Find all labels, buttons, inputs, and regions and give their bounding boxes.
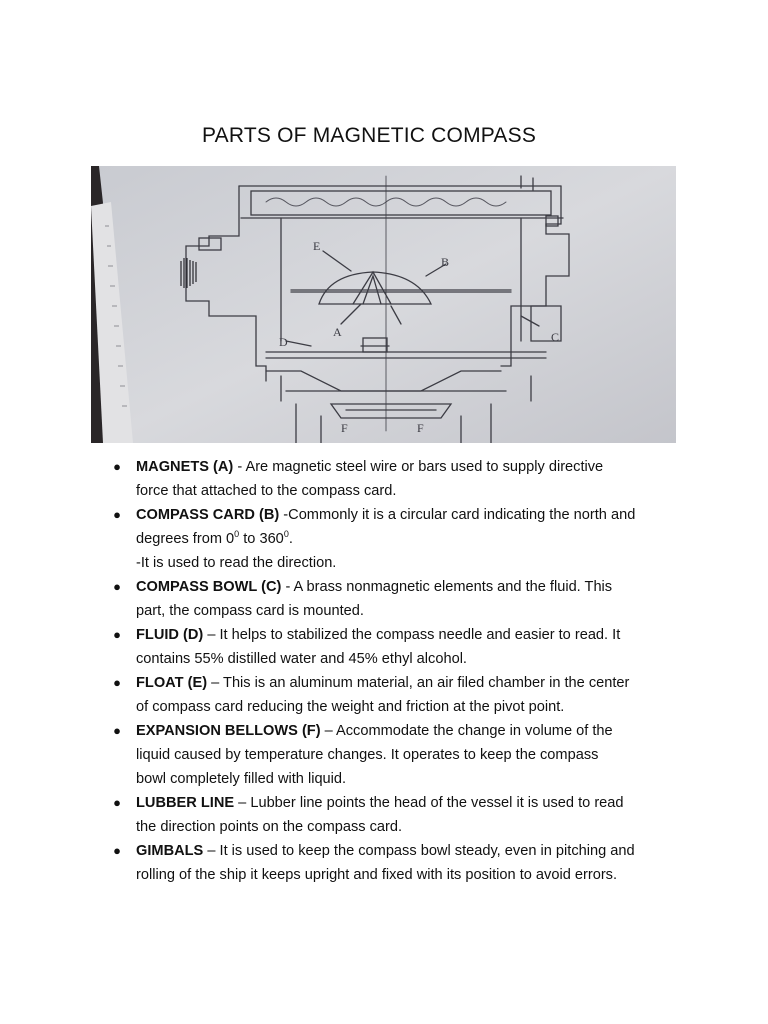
bullet-icon: ● bbox=[113, 843, 121, 858]
diagram-label-d: D bbox=[279, 335, 288, 349]
diagram-label-f-right: F bbox=[417, 421, 424, 435]
list-item-compass-bowl bbox=[112, 575, 692, 623]
term: COMPASS BOWL (C) bbox=[136, 579, 282, 595]
bullet-icon: ● bbox=[113, 795, 121, 810]
list-item-lubber-line bbox=[112, 791, 692, 839]
term: FLUID (D) bbox=[136, 627, 204, 643]
bullet-icon: ● bbox=[113, 627, 121, 642]
list-item-gimbals bbox=[112, 839, 692, 887]
description: - Are magnetic steel wire or bars used to supply directive bbox=[233, 459, 604, 475]
diagram-label-f-left: F bbox=[341, 421, 348, 435]
parts-list bbox=[112, 455, 692, 887]
term: FLOAT (E) bbox=[136, 675, 208, 691]
diagram-label-c: C bbox=[551, 330, 560, 344]
description: – Accommodate the change in volume of the bbox=[320, 723, 613, 739]
description: – This is an aluminum material, an air filed chamber in the center bbox=[207, 675, 630, 691]
description: – Lubber line points the head of the vessel it is used to read bbox=[234, 795, 624, 811]
bullet-icon: ● bbox=[113, 675, 121, 690]
term: GIMBALS bbox=[136, 843, 204, 859]
bullet-icon: ● bbox=[113, 723, 121, 738]
description-cont: force that attached to the compass card. bbox=[136, 483, 397, 499]
bullet-icon: ● bbox=[113, 459, 121, 474]
list-item-float bbox=[112, 671, 692, 719]
term: EXPANSION BELLOWS (F) bbox=[136, 723, 321, 739]
description-cont: the direction points on the compass card. bbox=[136, 819, 403, 835]
description-cont: degrees from $0^0$ to $360^0$. bbox=[136, 529, 293, 547]
term: COMPASS CARD (B) bbox=[136, 507, 280, 523]
list-item-expansion-bellows bbox=[112, 719, 692, 791]
bullet-icon: ● bbox=[113, 507, 121, 522]
description: - A brass nonmagnetic elements and the fluid. This bbox=[281, 579, 613, 595]
diagram-label-b: B bbox=[441, 255, 450, 269]
diagram-label-a: A bbox=[333, 325, 342, 339]
list-item-compass-card bbox=[112, 503, 692, 575]
term: MAGNETS (A) bbox=[136, 459, 234, 475]
description-cont: bowl completely filled with liquid. bbox=[136, 771, 347, 787]
description-cont: contains 55% distilled water and 45% ethyl alcohol. bbox=[136, 651, 467, 667]
description: – It is used to keep the compass bowl steady, even in pitching and bbox=[203, 843, 635, 859]
compass-diagram-photo bbox=[91, 166, 676, 443]
term: LUBBER LINE bbox=[136, 795, 235, 811]
description-cont: part, the compass card is mounted. bbox=[136, 603, 364, 619]
diagram-label-e: E bbox=[313, 239, 321, 253]
description-cont: rolling of the ship it keeps upright and fixed with its position to avoid errors. bbox=[136, 867, 618, 883]
description: – It helps to stabilized the compass needle and easier to read. It bbox=[203, 627, 621, 643]
description-cont: of compass card reducing the weight and friction at the pivot point. bbox=[136, 699, 565, 715]
page-title: PARTS OF MAGNETIC COMPASS bbox=[202, 124, 537, 147]
bullet-icon: ● bbox=[113, 579, 121, 594]
description: -Commonly it is a circular card indicating the north and bbox=[279, 507, 636, 523]
list-item-fluid bbox=[112, 623, 692, 671]
description-cont: liquid caused by temperature changes. It operates to keep the compass bbox=[136, 747, 599, 763]
list-item-magnets bbox=[112, 455, 692, 503]
description-note: -It is used to read the direction. bbox=[136, 555, 337, 571]
